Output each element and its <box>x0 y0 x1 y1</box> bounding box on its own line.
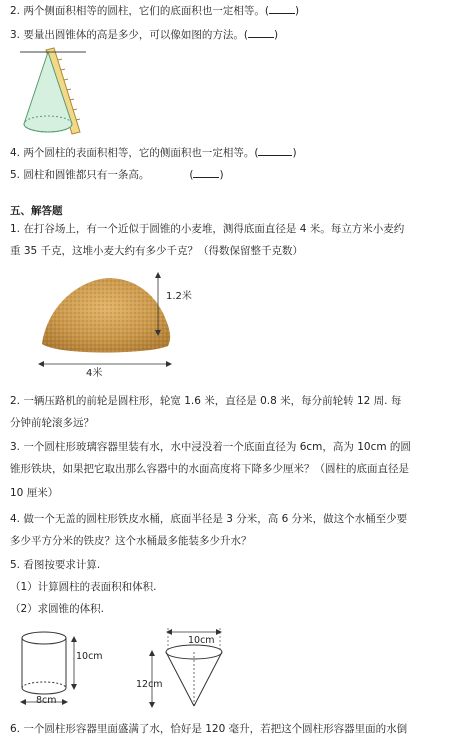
problem-number: 4. <box>10 513 21 525</box>
answer-blank[interactable] <box>193 177 219 178</box>
problem-3-line1: 3. 一个圆柱形玻璃容器里装有水，水中浸没着一个底面直径为 6cm，高为 10cm 的圆 <box>10 441 411 453</box>
problem-5-line1: 5. 看图按要求计算. <box>10 559 101 571</box>
cone-icon <box>166 645 222 706</box>
problem-5-sub1: （1）计算圆柱的表面积和体积. <box>10 581 157 593</box>
problem-number: 3. <box>10 441 21 453</box>
cylinder-figure <box>16 626 106 712</box>
answer-blank[interactable] <box>269 13 295 14</box>
problem-4-line2: 多少平方分米的铁皮？这个水桶最多能装多少升水？ <box>10 535 252 547</box>
problem-1-line2: 重 35 千克，这堆小麦大约有多少千克？（得数保留整千克数） <box>10 245 304 257</box>
question-text: 要量出圆锥体的高是多少，可以像如图的方法。 <box>23 29 244 41</box>
problem-number: 2. <box>10 395 21 407</box>
problem-1-line1: 1. 在打谷场上，有一个近似于圆锥的小麦堆，测得底面直径是 4 米。每立方米小麦约 <box>10 223 405 235</box>
cone-height-label: 12cm <box>136 679 163 690</box>
question-2: 2. 两个侧面积相等的圆柱，它们的底面积也一定相等。( ) <box>10 5 300 17</box>
problem-2-line1: 2. 一辆压路机的前轮是圆柱形，轮宽 1.6 米，直径是 0.8 米，每分前轮转 12 周. 每 <box>10 395 402 407</box>
question-text: 两个圆柱的表面积相等，它的侧面积也一定相等。 <box>23 147 255 159</box>
height-label: 1.2米 <box>166 291 192 302</box>
question-number: 4. <box>10 147 21 159</box>
question-5: 5. 圆柱和圆锥都只有一条高。 ( ) <box>10 169 224 181</box>
problem-number: 6. <box>10 723 21 735</box>
cylinder-height-label: 10cm <box>76 651 103 662</box>
problem-number: 5. <box>10 559 21 571</box>
problem-5-sub2: （2）求圆锥的体积. <box>10 603 105 615</box>
answer-blank[interactable] <box>248 37 274 38</box>
question-number: 3. <box>10 29 21 41</box>
diameter-label: 4米 <box>86 368 103 379</box>
question-text: 两个侧面积相等的圆柱，它们的底面积也一定相等。 <box>23 5 265 17</box>
problem-4-line1: 4. 做一个无盖的圆柱形铁皮水桶，底面半径是 3 分米，高 6 分米，做这个水桶至少要 <box>10 513 408 525</box>
cone-diameter-label: 10cm <box>188 635 215 646</box>
wheat-pile-figure <box>30 264 210 382</box>
question-text: 圆柱和圆锥都只有一条高。 <box>23 169 150 181</box>
question-number: 2. <box>10 5 21 17</box>
cone-ruler-figure <box>18 46 88 138</box>
cylinder-width-label: 8cm <box>36 695 57 706</box>
problem-6-line1: 6. 一个圆柱形容器里面盛满了水，恰好是 120 毫升，若把这个圆柱形容器里面的水倒 <box>10 723 408 735</box>
problem-3-line3: 10 厘米） <box>10 487 59 499</box>
question-4: 4. 两个圆柱的表面积相等，它的侧面积也一定相等。( ) <box>10 147 297 159</box>
question-number: 5. <box>10 169 21 181</box>
section-title: 五、解答题 <box>10 205 63 217</box>
question-3: 3. 要量出圆锥体的高是多少，可以像如图的方法。( ) <box>10 29 279 41</box>
answer-blank[interactable] <box>258 155 292 156</box>
problem-2-line2: 分钟前轮滚多远？ <box>10 417 94 429</box>
problem-3-line2: 锥形铁块，如果把它取出那么容器中的水面高度将下降多少厘米？（圆柱的底面直径是 <box>10 463 409 475</box>
problem-number: 1. <box>10 223 21 235</box>
cylinder-icon <box>22 632 66 694</box>
